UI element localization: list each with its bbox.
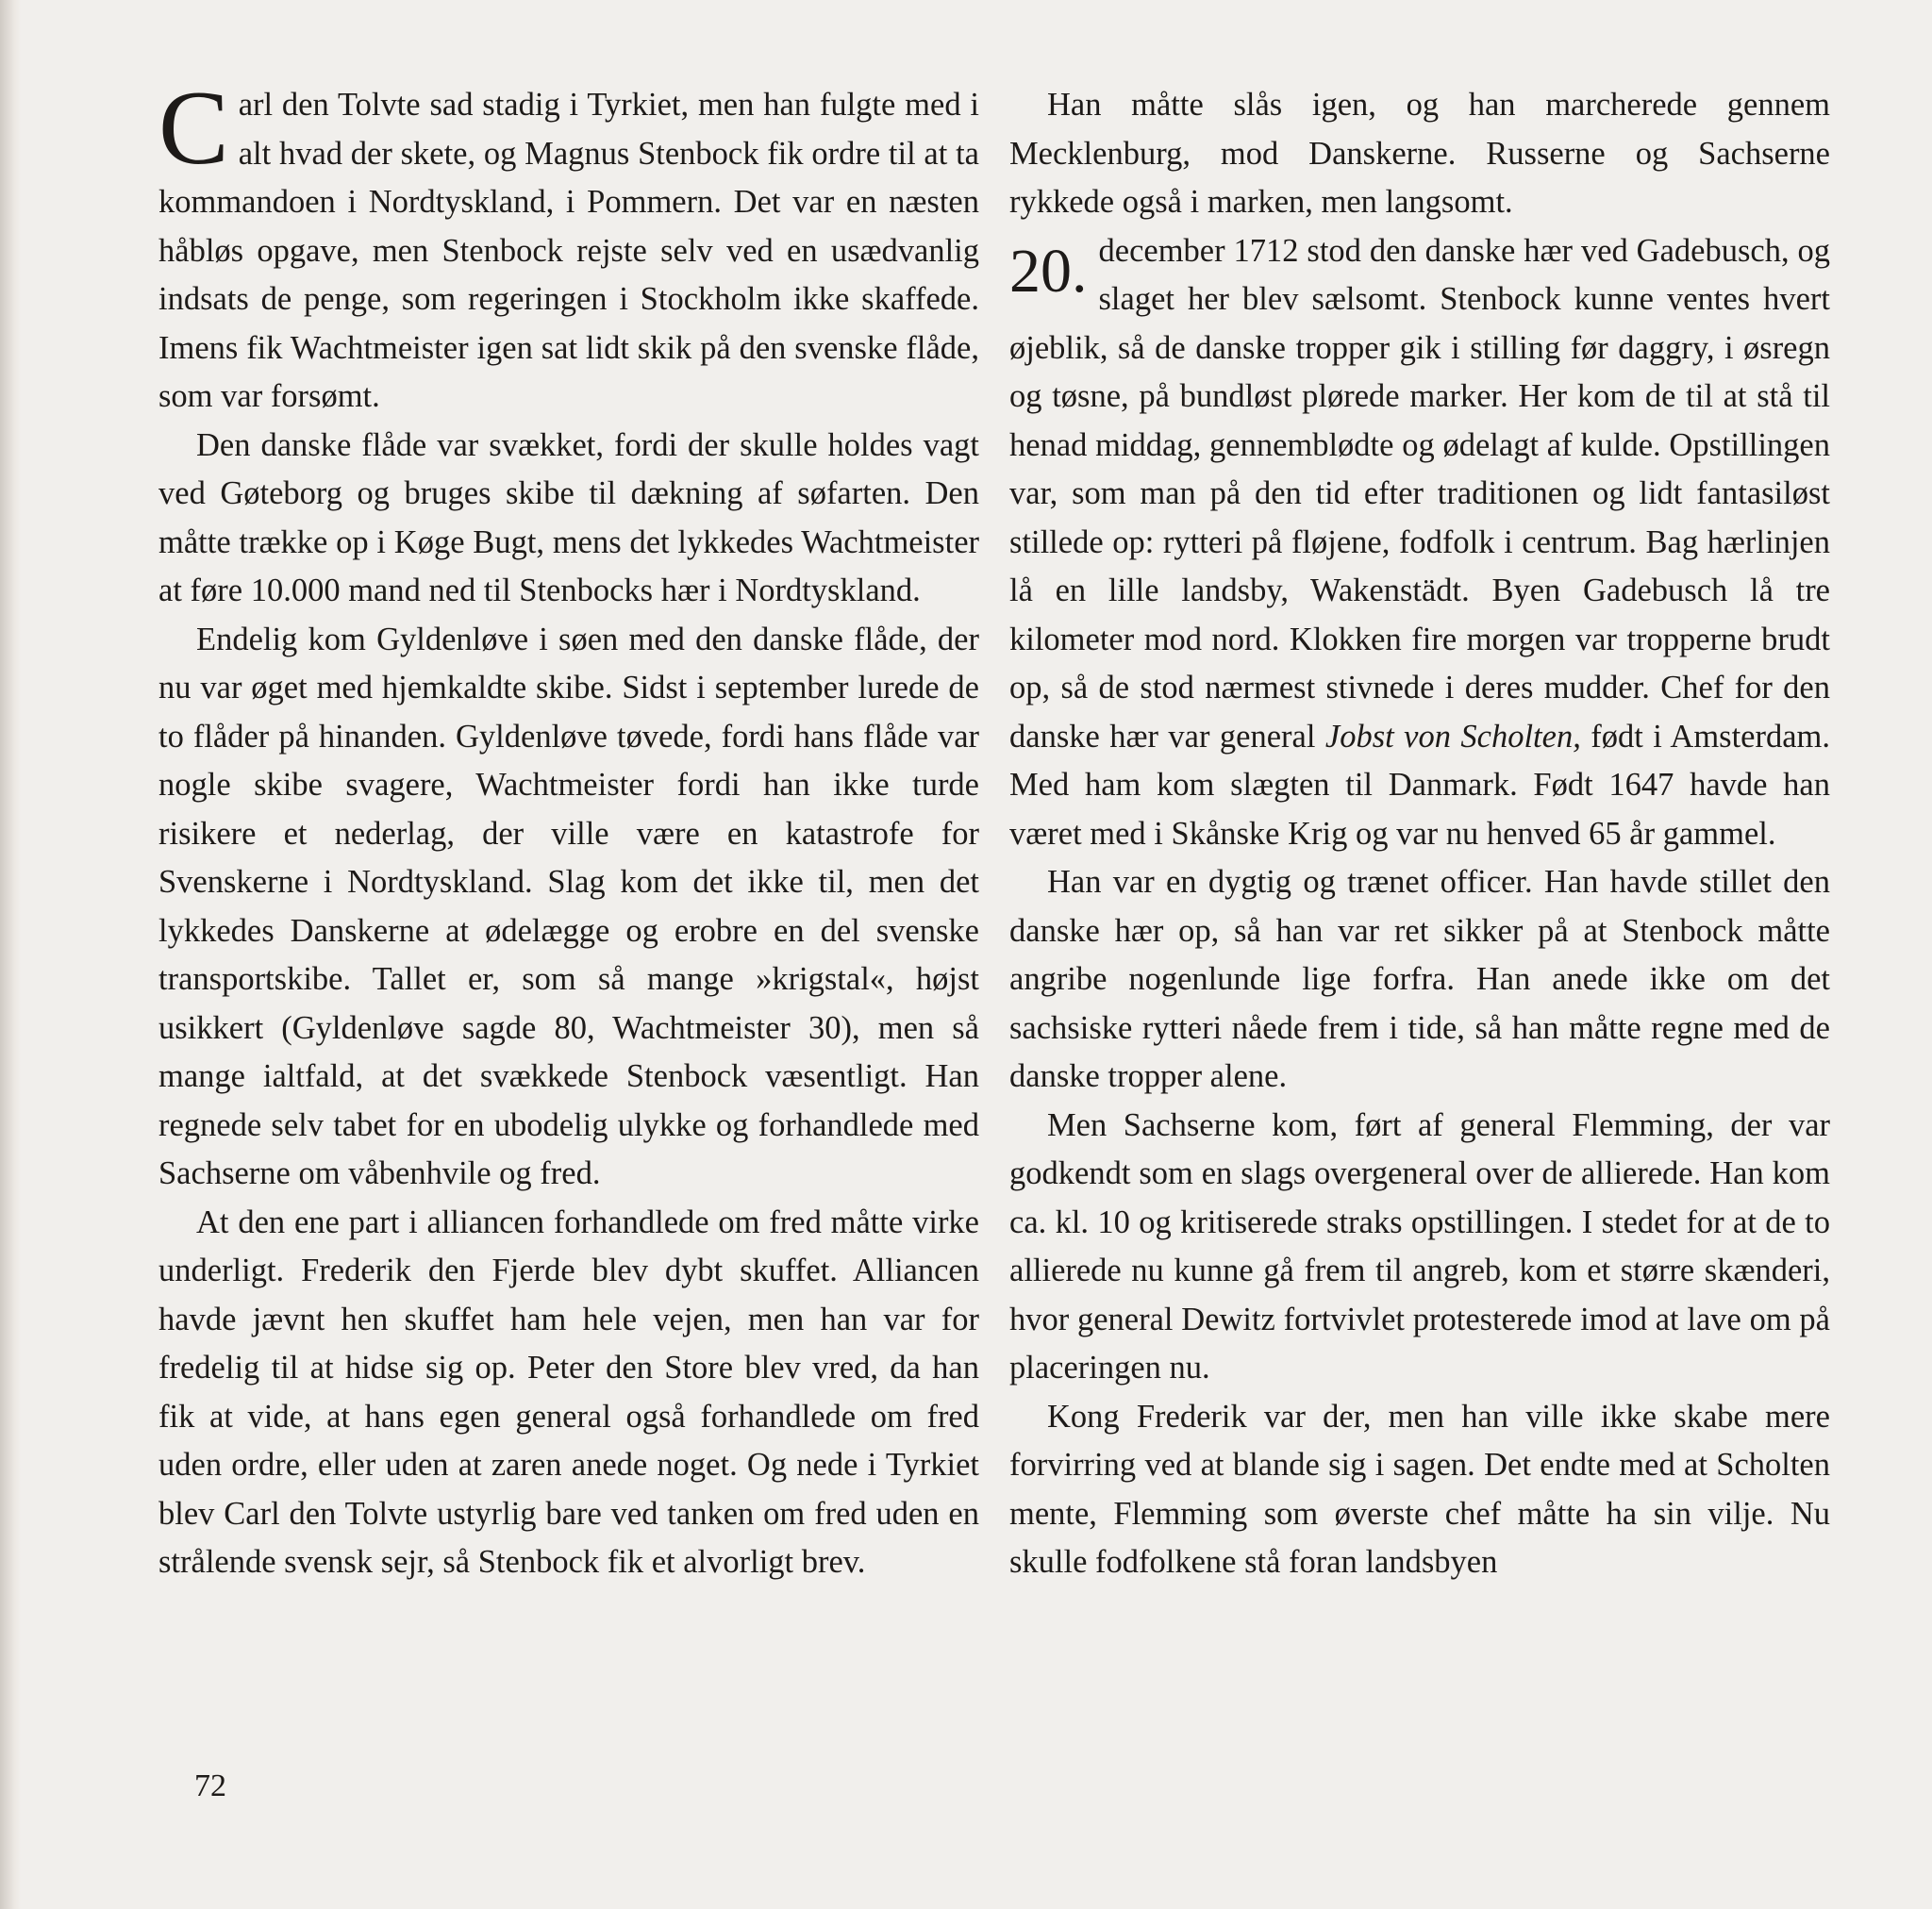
right-text-column bbox=[1009, 81, 1830, 1587]
paragraph-text: december 1712 stod den danske hær ved Gadebusch, og slaget her blev sælsomt. Stenbock kunne ventes hvert øjeblik, så de danske tropper gik i stilling før daggry, i øsregn og tøsne, på bundløst plørede marker. Her kom de til at stå til henad middag, gennemblødte og ødelagt af kulde. Opstillingen var, som man på den tid efter traditionen og lidt fantasiløst stillede op: rytteri på fløjene, fodfolk i centrum. Bag hærlinjen lå en lille landsby, Wakenstädt. Byen Gadebusch lå tre kilometer mod nord. Klokken fire morgen var tropperne brudt op, så de stod nærmest stivnede i deres mudder. Chef for den danske hær var general bbox=[1009, 232, 1830, 755]
paragraph: Men Sachserne kom, ført af general Flemming, der var godkendt som en slags overgeneral over de allierede. Han kom ca. kl. 10 og kritiserede straks opstillingen. I stedet for at de to allierede nu kunne gå frem til angreb, kom et større skænderi, hvor general Dewitz fortvivlet protesterede imod at lave om på placeringen nu. bbox=[1009, 1106, 1830, 1386]
paragraph-opening bbox=[158, 70, 979, 422]
paragraph: Endelig kom Gyldenløve i søen med den danske flåde, der nu var øget med hjemkaldte skibe. Sidst i september lurede de to flåder på hinanden. Gyldenløve tøvede, fordi hans flåde var nogle skibe svagere, Wachtmeister fordi han ikke turde risikere et nederlag, der ville være en katastrofe for Svenskerne i Nordtyskland. Slag kom det ikke til, men det lykkedes Danskerne at ødelægge og erobre en del svenske transportskibe. Tallet er, som så mange »krigstal«, højst usikkert (Gyldenløve sagde 80, Wachtmeister 30), men så mange ialtfald, at det svækkede Stenbock væsentligt. Han regnede selv tabet for en ubodelig ulykke og forhandlede med Sachserne om våbenhvile og fred. bbox=[158, 621, 979, 1191]
drop-number: 20. bbox=[1009, 236, 1088, 306]
drop-cap: C bbox=[158, 70, 229, 187]
paragraph: Kong Frederik var der, men han ville ikke skabe mere forvirring ved at blande sig i sagen. Det endte med at Scholten mente, Flemming som øverste chef måtte ha sin vilje. Nu skulle fodfolkene stå foran landsbyen bbox=[1009, 1398, 1830, 1580]
paragraph: Han måtte slås igen, og han marcherede gennem Mecklenburg, mod Danskerne. Russerne og Sachserne rykkede også i marken, men langsomt. bbox=[1009, 87, 1830, 220]
paragraph-text: arl den Tolvte sad stadig i Tyrkiet, men han fulgte med i alt hvad der skete, og Magnus Stenbock fik ordre til at ta kommandoen i Nordtyskland, i Pommern. Det var en næsten håbløs opgave, men Stenbock rejste selv ved en usædvanlig indsats de penge, som regeringen i Stockholm ikke skaffede. Imens fik Wachtmeister igen sat lidt skik på den svenske flåde, som var forsømt. bbox=[158, 87, 979, 414]
paragraph: Den danske flåde var svækket, fordi der skulle holdes vagt ved Gøteborg og bruges skibe til dækning af søfarten. Den måtte trække op i Køge Bugt, mens det lykkedes Wachtmeister at føre 10.000 mand ned til Stenbocks hær i Nordtyskland. bbox=[158, 426, 979, 608]
left-text-column bbox=[158, 70, 979, 1587]
italic-name: Jobst von Scholten, bbox=[1324, 718, 1581, 755]
paragraph: Han var en dygtig og trænet officer. Han havde stillet den danske hær op, så han var ret sikker på at Stenbock måtte angribe nogenlunde lige forfra. Han anede ikke om det sachsiske rytteri nåede frem i tide, så han måtte regne med de danske tropper alene. bbox=[1009, 864, 1830, 1094]
paragraph: At den ene part i alliancen forhandlede om fred måtte virke underligt. Frederik den Fjerde blev dybt skuffet. Alliancen havde jævnt hen skuffet ham hele vejen, men han var for fredelig til at hidse sig op. Peter den Store blev vred, da han fik at vide, at hans egen general også forhandlede om fred uden ordre, eller uden at zaren anede noget. Og nede i Tyrkiet blev Carl den Tolvte ustyrlig bare ved tanken om fred uden en strålende svensk sejr, så Stenbock fik et alvorligt brev. bbox=[158, 1204, 979, 1580]
paragraph-text: født i Amsterdam. Med ham kom slægten til Danmark. Født 1647 havde han været med i Skånske Krig og var nu henved 65 år gammel. bbox=[1009, 718, 1831, 852]
paragraph-date-opening bbox=[1009, 227, 1830, 859]
page-number: 72 bbox=[194, 1768, 226, 1803]
